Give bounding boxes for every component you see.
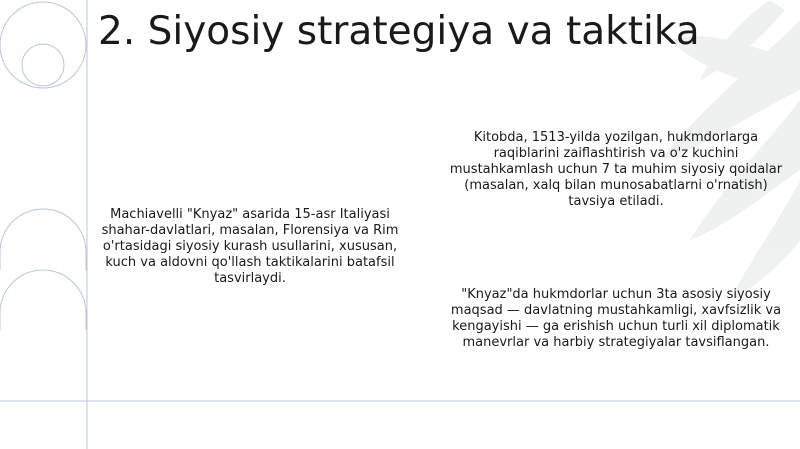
slide-title: 2. Siyosiy strategiya va taktika xyxy=(98,9,700,54)
small-circle-outline xyxy=(22,44,64,86)
arch-outline-bottom xyxy=(0,270,86,330)
large-circle-outline xyxy=(0,2,86,88)
left-paragraph: Machiavelli "Knyaz" asarida 15-asr Italiyasi shahar-davlatlari, masalan, Florensiya va Rim o'rtasidagi siyosiy kurash usullarini, xususan, kuch va aldovni qo'llash taktikalarini batafsil tasvirlaydi. xyxy=(101,207,399,286)
right-top-paragraph: Kitobda, 1513-yilda yozilgan, hukmdorlarga raqiblarini zaiflashtirish va o'z kuchini mustahkamlash uchun 7 ta muhim siyosiy qoidalar (masalan, xalq bilan munosabatlarni o'rnatish) tavsiya etiladi. xyxy=(449,130,783,209)
right-bottom-paragraph: "Knyaz"da hukmdorlar uchun 3ta asosiy siyosiy maqsad — davlatning mustahkamligi, xavfsizlik va kengayishi — ga erishish uchun turli xil diplomatik manevrlar va harbiy strategiyalar tavsiflangan. xyxy=(450,287,782,350)
arch-outline-top xyxy=(0,209,86,270)
